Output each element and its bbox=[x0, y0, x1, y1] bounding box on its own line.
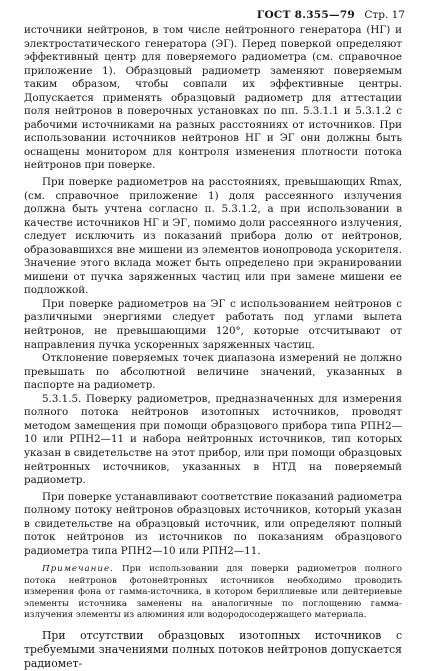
paragraph-full-flux-check: При поверке устанавливают соответствие показаний радиометра полному потоку нейтронов образцовых источников, который указан в свидетельстве на образцовый источник, или определяют полный поток нейтронов из источников по показаниям образцового радиометра типа РПН2—10 или РПН2—11. bbox=[24, 490, 402, 557]
note-block bbox=[24, 564, 402, 621]
note-text: При использовании для поверки радиометров полного потока нейтронов фотонейтронных источников необходимо проводить измерения фона от гамма-источника, в котором бериллиевые или дейтериевые элементы источника заменены на аналогичные по поглощению гамма-излучения элементы из алюминия или водородосодержащего материала. bbox=[24, 564, 402, 620]
page-number: Стр. 17 bbox=[364, 9, 405, 21]
paragraph-rmax-distances: При поверке радиометров на расстояниях, превышающих Rmax, (см. справочное приложение 1) доля рассеянного излучения должна быть учтена согласно п. 5.3.1.2, а при использовании в качестве источников НГ и ЭГ, помимо доли рассеянного излучения, следует исключить из показаний прибора долю от нейтронов, образовавшихся вне мишени из элементов ионопровода ускорителя. Значение этого вклада может быть определено при экранировании мишени от пучка заряженных частиц или при замене мишени ее подложкой. bbox=[24, 176, 402, 297]
page-header bbox=[257, 9, 405, 21]
paragraph-eg-energies: При поверке радиометров на ЭГ с использованием нейтронов с различными энергиями следует работать под углами вылета нейтронов, не превышающими 120°, которые отсчитывают от направления пучка ускоренных заряженных частиц. bbox=[24, 297, 402, 351]
paragraph-sources-continuation: источники нейтронов, в том числе нейтронного генератора (НГ) и электростатического генератора (ЭГ). Перед поверкой определяют эффективный центр для поверяемого радиометра (см. справочное приложение 1). Образцовый радиометр заменяют поверяемым таким образом, чтобы совпали их эффективные центры. Допускается применять образцовый радиометр для аттестации поля нейтронов в поверочных установках по пп. 5.3.1.1 и 5.3.1.2 с рабочими источниками на разных расстояниях от источников. При использовании источников нейтронов НГ и ЭГ они должны быть оснащены монитором для контроля изменения плотности потока нейтронов при поверке. bbox=[24, 24, 402, 172]
document-body bbox=[24, 24, 402, 671]
paragraph-deviation-limit: Отклонение поверяемых точек диапазона измерений не должно превышать по абсолютной величине значений, указанных в паспорте на радиометр. bbox=[24, 352, 402, 392]
paragraph-5-3-1-5: 5.3.1.5. Поверку радиометров, предназначенных для измерения полного потока нейтронов изотопных источников, проводят методом замещения при помощи образцового прибора типа РПН2—10 или РПН2—11 и набора нейтронных источников, тип которых указан в свидетельстве на этот прибор, или при помощи образцовых нейтронных источников, указанных в НТД на поверяемый радиометр. bbox=[24, 392, 402, 487]
note-label: Примечание. bbox=[42, 564, 114, 575]
standard-number: ГОСТ 8.355—79 bbox=[256, 9, 356, 21]
paragraph-no-reference-sources: При отсутствии образцовых изотопных источников с требуемыми значениями полных потоков нейтронов допускается радиомет- bbox=[24, 629, 402, 671]
